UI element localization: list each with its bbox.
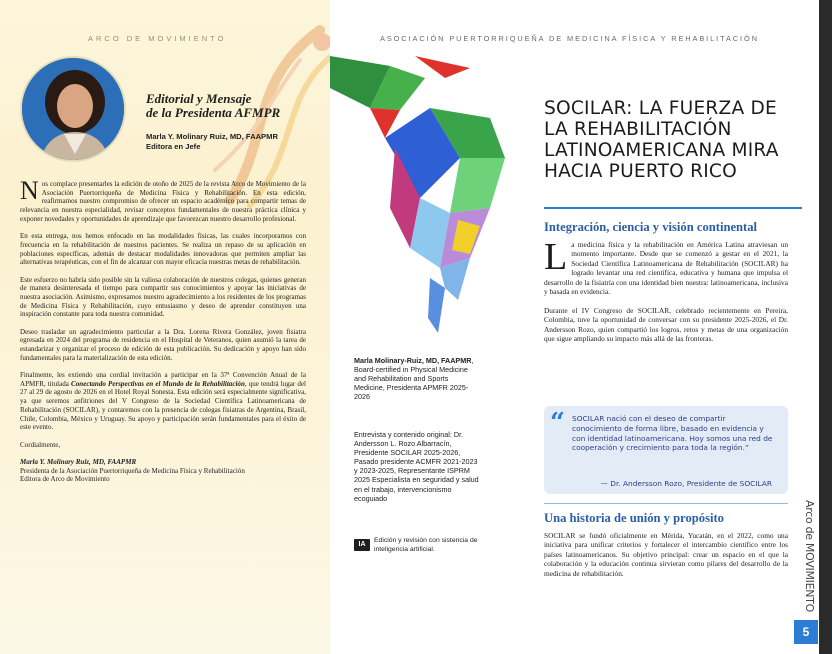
byline-author-name: Marla Molinary-Ruiz, MD, FAAPMR (354, 356, 472, 365)
section-1-paragraph-1: La medicina física y la rehabilitación en América Latina atraviesan un momento importante. Desde que se comenzó a gestar en el 2021, la Sociedad Científica Latinoamericana de Rehabilitación (SOCILAR) ha logrado levantar una red científica, educativa y humana que impulsa el desarrollo de la fisiatría con una identidad bien nuestra: latinoamericana, inclusiva y basada en evidencia. (544, 236, 788, 297)
quote-icon: “ (550, 408, 565, 438)
quote-divider (544, 503, 788, 504)
right-page (330, 0, 819, 654)
article-headline: SOCILAR: LA FUERZA DE LA REHABILITACIÓN LATINOAMERICANA MIRA HACIA PUERTO RICO (544, 98, 779, 182)
editorial-title-line-1: Editorial y Mensaje (146, 91, 252, 106)
latin-america-map-graphic (330, 48, 550, 338)
section-2-paragraph-1: SOCILAR se fundó oficialmente en Mérida, Yucatán, en el 2022, como una iniciativa para unificar criterios y fortalecer el intercambio científico entre los países latinoamericanos. Su objetivo principal: crear un espacio en el que la colaboración y la educación continua sirvieran como pilares del desarrollo de la medicina de rehabilitación. (544, 531, 788, 578)
pull-quote (544, 406, 788, 494)
quote-author: — Dr. Andersson Rozo, Presidente de SOCILAR (600, 479, 772, 488)
headline-divider (544, 207, 802, 209)
letter-paragraph-3: Este esfuerzo no habría sido posible sin la valiosa colaboración de nuestros colegas, quienes generan de manera desinteresada el tiempo para compartir sus conocimientos y apoyar las iniciativas de nuestra asociación. Asimismo, expresamos nuestro agradecimiento a los residentes de los programas de Medicina Física y Rehabilitación, cuyo entusiasmo y deseo de aprender constituyen una inspiración constante para toda nuestra comunidad. (20, 275, 306, 319)
vertical-magazine-title: Arco de MOVIMIENTO (803, 500, 816, 612)
editorial-author (146, 132, 278, 152)
page-edge (819, 0, 832, 654)
interview-credits: Entrevista y contenido original: Dr. Andersson L. Rozo Albarracín, Presidente SOCILAR 2025-2026, Pasado presidente ACMFR 2021-2023 y 2023-2025, Representante ISPRM 2025 Especialista en seguridad y salud en el trabajo, intervencionismo ecoguiado (354, 430, 479, 503)
editorial-letter (20, 176, 307, 484)
signature-title-1: Presidenta de la Asociación Puertorriqueña de Medicina Física y Rehabilitación (20, 466, 245, 475)
editorial-title (146, 92, 280, 120)
section-1-body (544, 236, 788, 353)
signature-name: Marla Y. Molinary Ruiz, MD, FAAPMR (20, 457, 137, 466)
section-1-paragraph-2: Durante el IV Congreso de SOCILAR, celebrado recientemente en Pereira, Colombia, tuve la oportunidad de conversar con su presidente 2025-2026, el Dr. Andersson Rozo, quien compartió los logros, retos y metas de una organización que sigue ampliando su impacto más allá de las fronteras. (544, 305, 788, 344)
author-portrait (20, 56, 126, 162)
letter-paragraph-4: Deseo trasladar un agradecimiento particular a la Dra. Lorena Rivera González, joven fisiatra egresada en 2024 del programa de residencia en el Hospital de Veteranos, quien asumió la tarea de estandarizar y organizar el proceso de edición de esta publicación. Su dedicación y apoyo han sido fundamentales para la materialización de esta edición. (20, 327, 306, 362)
letter-paragraph-1: Nos complace presentarles la edición de otoño de 2025 de la revista Arco de Movimiento de la Asociación Puertorriqueña de Medicina Física y Rehabilitación. En esta edición, reafirmamos nuestro compromiso de ofrecer un espacio académico para compartir temas de relevancia en nuestra especialidad, revisar conceptos fundamentales de nuestra práctica clínica y exponer novedades y oportunidades de aprendizaje que favorezcan nuestro desarrollo profesional. (20, 176, 306, 223)
section-1-title: Integración, ciencia y visión continental (544, 220, 758, 234)
letter-paragraph-5: Finalmente, les extiendo una cordial invitación a participar en la 37ª Convención Anual de la APMFR, titulada Conectando Perspectivas en el Mundo de la Rehabilitación, que tendrá lugar del 27 al 29 de agosto de 2026 en el Hotel Royal Sonesta. Esta edición será especialmente significativa, ya que seremos anfitriones del V Congreso de la Sociedad Científica Latinoamericana de Rehabilitación (SOCILAR), y contaremos con la presencia de colegas fisiatras de Argentina, Brasil, Chile, Colombia, México y Uruguay. Su apoyo y participación serán fundamentales para el éxito de este evento. (20, 371, 307, 432)
running-header-left: ARCO DE MOVIMIENTO (88, 34, 227, 43)
running-header-right: ASOCIACIÓN PUERTORRIQUEÑA DE MEDICINA FÍSICA Y REHABILITACIÓN (380, 34, 759, 43)
section-2-title: Una historia de unión y propósito (544, 511, 724, 525)
ai-disclaimer: Edición y revisión con sistencia de inteligencia artificial. (374, 537, 478, 553)
ai-icon: IA (354, 539, 370, 551)
author-name: Marla Y. Molinary Ruiz, MD, FAAPMR (146, 132, 278, 141)
article-drop-cap: L (544, 236, 568, 278)
letter-closing: Cordialmente, (20, 440, 61, 449)
author-byline (354, 356, 480, 401)
signature-title-2: Editora de Arco de Movimiento (20, 475, 110, 484)
drop-cap: N (20, 176, 39, 205)
quote-text: SOCILAR nació con el deseo de compartir conocimiento de forma libre, basado en evidencia y con identidad latinoamericana. Hoy somos una red de cooperación y crecimiento para toda la región.” (572, 414, 773, 453)
section-2-body (544, 531, 788, 587)
left-page (0, 0, 330, 654)
letter-paragraph-2: En esta entrega, nos hemos enfocado en las modalidades físicas, las cuales incorporamos con frecuencia en la rehabilitación de nuestros pacientes. Se realiza un repaso de su aplicación en poblaciones específicas, además de destacar modalidades innovadoras que permiten ampliar las alternativas terapéuticas, con el fin de alcanzar con mayor eficacia nuestras metas de rehabilitación. (20, 232, 306, 267)
editorial-title-line-2: de la Presidenta AFMPR (146, 105, 281, 120)
page-number: 5 (794, 620, 818, 644)
byline-credentials: , Board-certified in Physical Medicine and Rehabilitation and Sports Medicine, Presidenta APMFR 2025-2026 (354, 356, 474, 402)
convention-title: Conectando Perspectivas en el Mundo de la Rehabilitación (71, 379, 245, 388)
author-role: Editora en Jefe (146, 142, 201, 151)
